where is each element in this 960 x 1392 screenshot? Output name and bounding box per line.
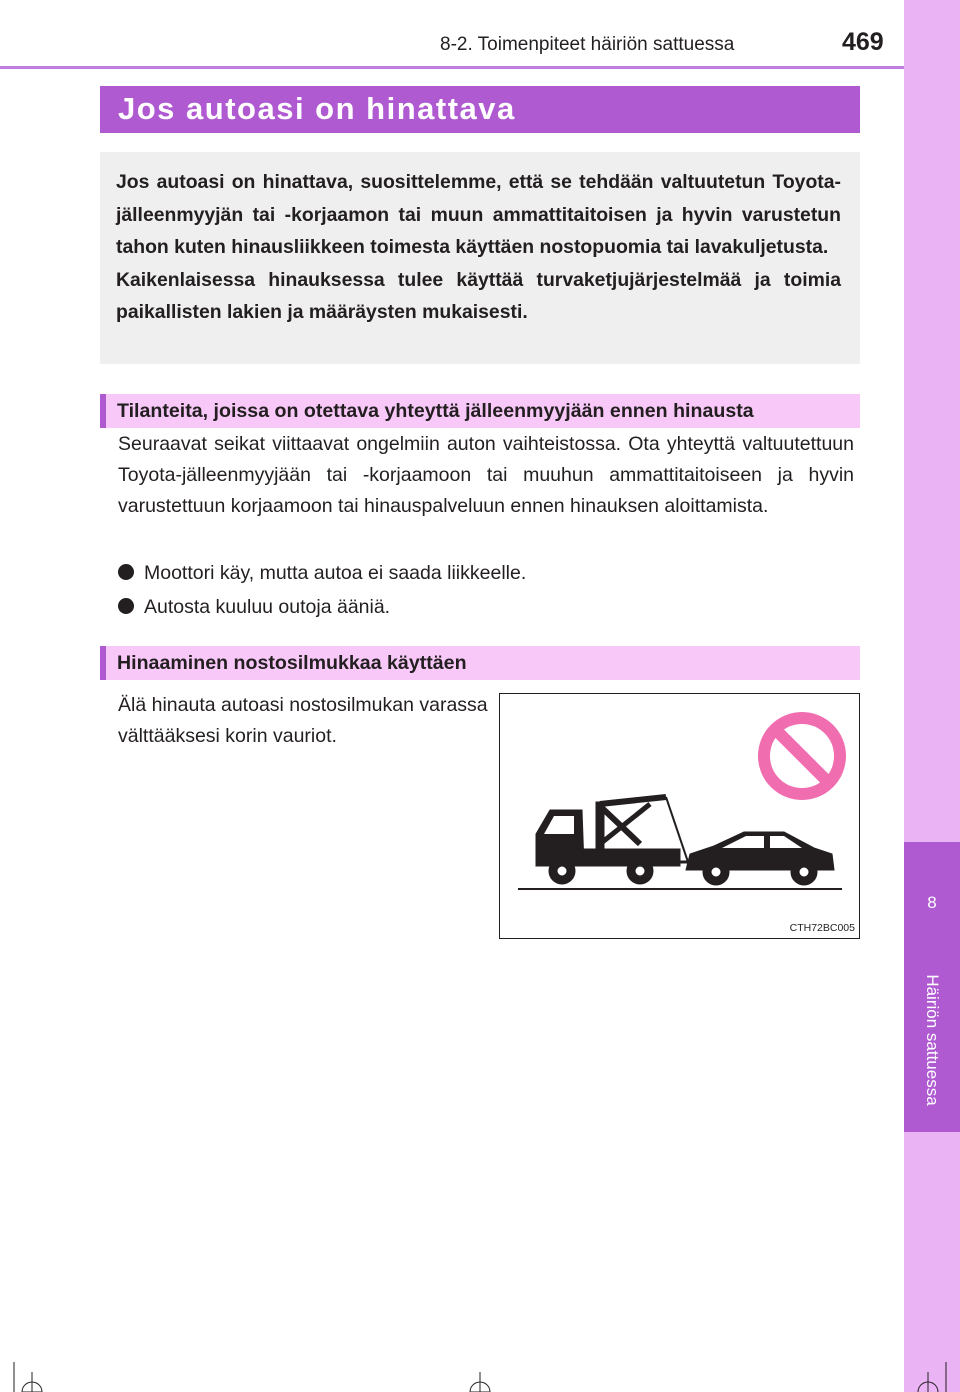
page-title: Jos autoasi on hinattava <box>118 91 516 126</box>
subsection-heading-text: Hinaaminen nostosilmukkaa käyttäen <box>117 652 467 674</box>
bullet-icon <box>118 564 134 580</box>
bullet-icon <box>118 598 134 614</box>
tow-truck-icon <box>536 797 688 884</box>
list-item-text: Moottori käy, mutta autoa ei saada liikkeelle. <box>144 562 527 584</box>
intro-box <box>100 152 860 364</box>
prohibition-icon <box>764 718 840 794</box>
tow-truck-illustration <box>500 694 859 938</box>
body-paragraph: Seuraavat seikat viittaavat ongelmiin auton vaihteistossa. Ota yhteyttä valtuutettuun Toyota-jälleenmyyjään tai -korjaamoon tai muuhun ammattitaitoiseen ja hyvin varustettuun korjaamoon tai hinauspalveluun ennen hinauksen aloittamista. <box>118 433 854 517</box>
list-item <box>118 562 526 585</box>
header-divider <box>0 66 904 69</box>
page-number: 469 <box>842 28 884 56</box>
crop-marks <box>0 1362 960 1392</box>
list-item-text: Autosta kuuluu outoja ääniä. <box>144 596 391 618</box>
car-icon <box>680 832 834 885</box>
intro-text: Jos autoasi on hinattava, suosittelemme, että se tehdään valtuutetun Toyota-jälleenmyyjän tai -korjaamon tai muun ammattitaitoisen ja hyvin varustetun tahon kuten hinausliikkeen toimesta käyttäen nostopuomia tai lavakuljetusta. Kaikenlaisessa hinauksessa tulee käyttää turvaketjujärjestelmää ja toimia paikallisten lakien ja määräysten mukaisesti. <box>116 171 841 324</box>
list-item <box>118 596 390 619</box>
figure-code: CTH72BC005 <box>789 922 855 934</box>
subsection-heading-towing-eyelet <box>100 646 860 680</box>
subsection-heading-text: Tilanteita, joissa on otettava yhteyttä jälleenmyyjään ennen hinausta <box>117 400 754 422</box>
chapter-side-tab <box>904 0 960 1392</box>
chapter-title: Häiriön sattuessa <box>923 974 942 1106</box>
towing-illustration <box>499 693 860 939</box>
page-title-bar <box>100 86 860 133</box>
subsection-heading-dealer-contact <box>100 394 860 428</box>
chapter-number: 8 <box>927 893 937 912</box>
running-header-section: 8-2. Toimenpiteet häiriön sattuessa <box>440 34 735 55</box>
towing-eyelet-text: Älä hinauta autoasi nostosilmukan varassa välttääksesi korin vauriot. <box>118 694 488 747</box>
